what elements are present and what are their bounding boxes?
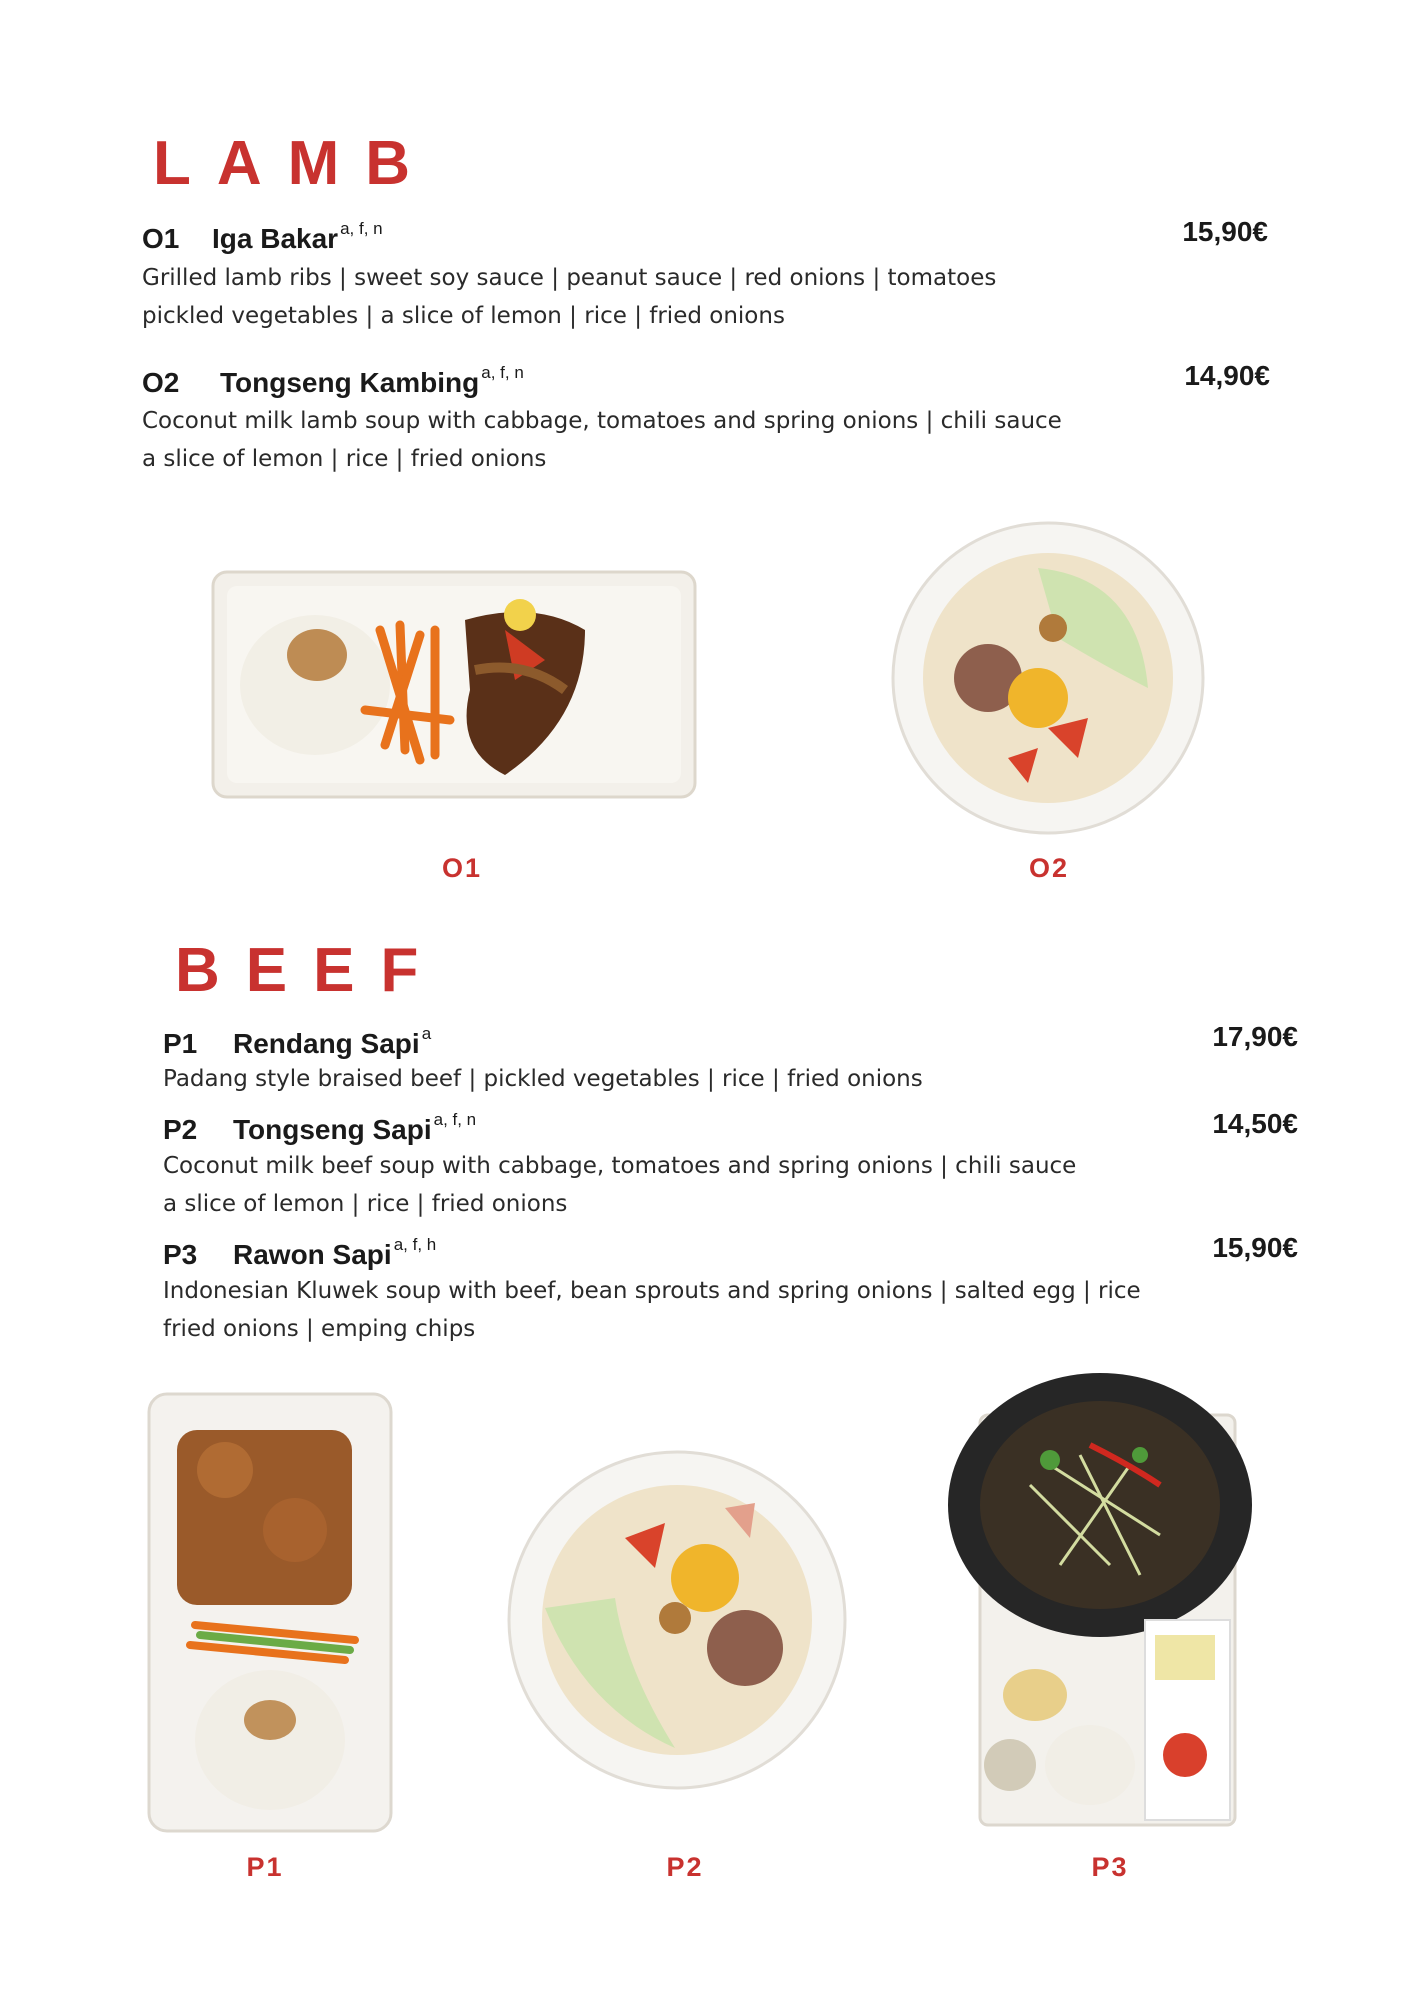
menu-item-p3-description bbox=[163, 1272, 1141, 1348]
menu-item-o2-price: 14,90€ bbox=[1184, 360, 1270, 391]
menu-item-p3-price: 15,90€ bbox=[1212, 1232, 1298, 1263]
allergen-codes: a, f, n bbox=[340, 219, 383, 238]
menu-item-o2-description bbox=[142, 402, 1062, 478]
dish-photo-p2 bbox=[505, 1448, 850, 1793]
description-line: Indonesian Kluwek soup with beef, bean sprouts and spring onions | salted egg | rice bbox=[163, 1278, 1141, 1304]
item-name: Rawon Sapi bbox=[233, 1239, 392, 1270]
item-code: P1 bbox=[163, 1028, 198, 1059]
description-line: Coconut milk beef soup with cabbage, tomatoes and spring onions | chili sauce bbox=[163, 1153, 1077, 1179]
description-line: Coconut milk lamb soup with cabbage, tomatoes and spring onions | chili sauce bbox=[142, 408, 1062, 434]
item-name: Tongseng Sapi bbox=[233, 1114, 432, 1145]
description-line: a slice of lemon | rice | fried onions bbox=[163, 1191, 568, 1217]
menu-item-p2-price: 14,50€ bbox=[1212, 1108, 1298, 1139]
dish-photo-p3 bbox=[940, 1365, 1270, 1835]
menu-item-p1-price: 17,90€ bbox=[1212, 1021, 1298, 1052]
beef-section-title: BEEF bbox=[175, 936, 445, 1005]
description-line: pickled vegetables | a slice of lemon | rice | fried onions bbox=[142, 303, 785, 329]
allergen-codes: a bbox=[421, 1024, 432, 1043]
menu-item-p2-header bbox=[163, 1111, 476, 1144]
dish-photo-p1 bbox=[145, 1390, 395, 1835]
menu-item-p1-description bbox=[163, 1060, 923, 1098]
description-line: Padang style braised beef | pickled vegetables | rice | fried onions bbox=[163, 1066, 923, 1092]
item-name: Rendang Sapi bbox=[233, 1028, 420, 1059]
photo-caption-o2: O2 bbox=[1028, 853, 1070, 883]
item-name: Tongseng Kambing bbox=[220, 367, 480, 398]
menu-item-p3-header bbox=[163, 1236, 436, 1269]
dish-photo-o2 bbox=[888, 518, 1208, 838]
dish-photo-o1 bbox=[205, 560, 705, 810]
menu-item-p1-header bbox=[163, 1025, 431, 1058]
menu-item-o1-description bbox=[142, 259, 996, 335]
description-line: a slice of lemon | rice | fried onions bbox=[142, 446, 547, 472]
description-line: fried onions | emping chips bbox=[163, 1316, 476, 1342]
menu-item-o2-header bbox=[142, 364, 524, 397]
photo-caption-p2: P2 bbox=[666, 1852, 704, 1882]
allergen-codes: a, f, n bbox=[433, 1110, 477, 1129]
photo-caption-p3: P3 bbox=[1091, 1852, 1129, 1882]
menu-item-o1-header bbox=[142, 220, 383, 253]
allergen-codes: a, f, n bbox=[481, 363, 524, 382]
allergen-codes: a, f, h bbox=[393, 1235, 437, 1254]
photo-caption-p1: P1 bbox=[246, 1852, 284, 1882]
menu-item-o1-price: 15,90€ bbox=[1182, 216, 1268, 247]
menu-item-p2-description bbox=[163, 1147, 1076, 1223]
description-line: Grilled lamb ribs | sweet soy sauce | peanut sauce | red onions | tomatoes bbox=[142, 265, 997, 291]
item-code: P2 bbox=[163, 1114, 198, 1145]
lamb-section-title: LAMB bbox=[153, 129, 437, 198]
photo-caption-o1: O1 bbox=[441, 853, 483, 883]
item-code: P3 bbox=[163, 1239, 198, 1270]
item-code: O1 bbox=[142, 223, 180, 254]
item-name: Iga Bakar bbox=[212, 223, 339, 254]
item-code: O2 bbox=[142, 367, 180, 398]
